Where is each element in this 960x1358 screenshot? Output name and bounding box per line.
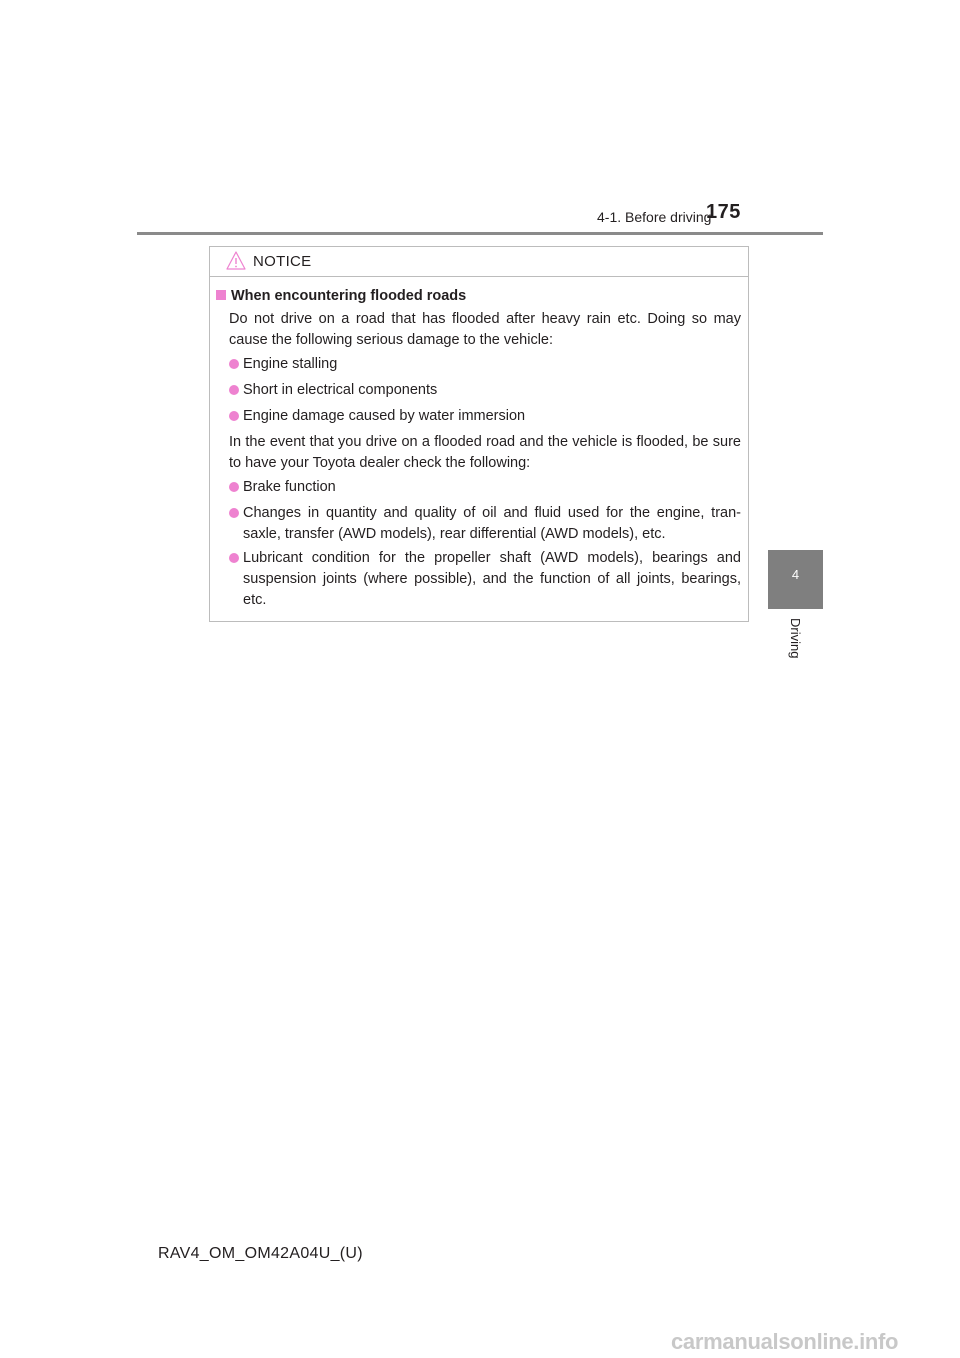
section-title: 4-1. Before driving — [597, 209, 712, 225]
list-item — [229, 548, 741, 611]
square-bullet-icon — [216, 290, 226, 300]
notice-subheading-text: When encountering flooded roads — [231, 288, 467, 304]
list-item-text: Lubricant condition for the propeller shaft (AWD models), bearings and suspension joints (where possible), and the function of all joints, bearings, etc. — [243, 550, 741, 608]
document-code: RAV4_OM_OM42A04U_(U) — [158, 1245, 363, 1262]
list-item — [229, 354, 741, 375]
check-intro: In the event that you drive on a flooded road and the vehicle is flooded, be sure to have your Toyota dealer check the following: — [229, 434, 741, 471]
list-item-text: Brake function — [243, 479, 336, 495]
notice-header — [210, 247, 748, 277]
list-item — [229, 503, 741, 545]
list-item-text: Short in electrical components — [243, 382, 438, 398]
watermark: carmanualsonline.info — [671, 1329, 899, 1354]
notice-intro: Do not drive on a road that has flooded after heavy rain etc. Doing so may cause the following serious damage to the vehicle: — [229, 311, 741, 348]
list-item — [229, 406, 741, 427]
chapter-label: Driving — [788, 618, 803, 659]
bullet-dot-icon — [229, 411, 239, 421]
chapter-number: 4 — [791, 567, 800, 582]
bullet-dot-icon — [229, 482, 239, 492]
bullet-dot-icon — [229, 553, 239, 563]
list-item — [229, 380, 741, 401]
bullet-dot-icon — [229, 385, 239, 395]
list-item — [229, 477, 741, 498]
chapter-tab — [768, 550, 823, 609]
list-item-text: Changes in quantity and quality of oil and fluid used for the engine, tran-saxle, transfer (AWD models), rear differential (AWD models), etc. — [243, 505, 741, 542]
warning-triangle-icon — [226, 251, 246, 275]
bullet-dot-icon — [229, 508, 239, 518]
list-item-text: Engine damage caused by water immersion — [243, 408, 526, 424]
notice-box — [209, 246, 749, 622]
notice-title: NOTICE — [253, 253, 312, 270]
page-number: 175 — [706, 201, 741, 223]
list-item-text: Engine stalling — [243, 356, 338, 372]
notice-subheading — [216, 286, 466, 307]
header-divider — [137, 232, 823, 235]
bullet-dot-icon — [229, 359, 239, 369]
